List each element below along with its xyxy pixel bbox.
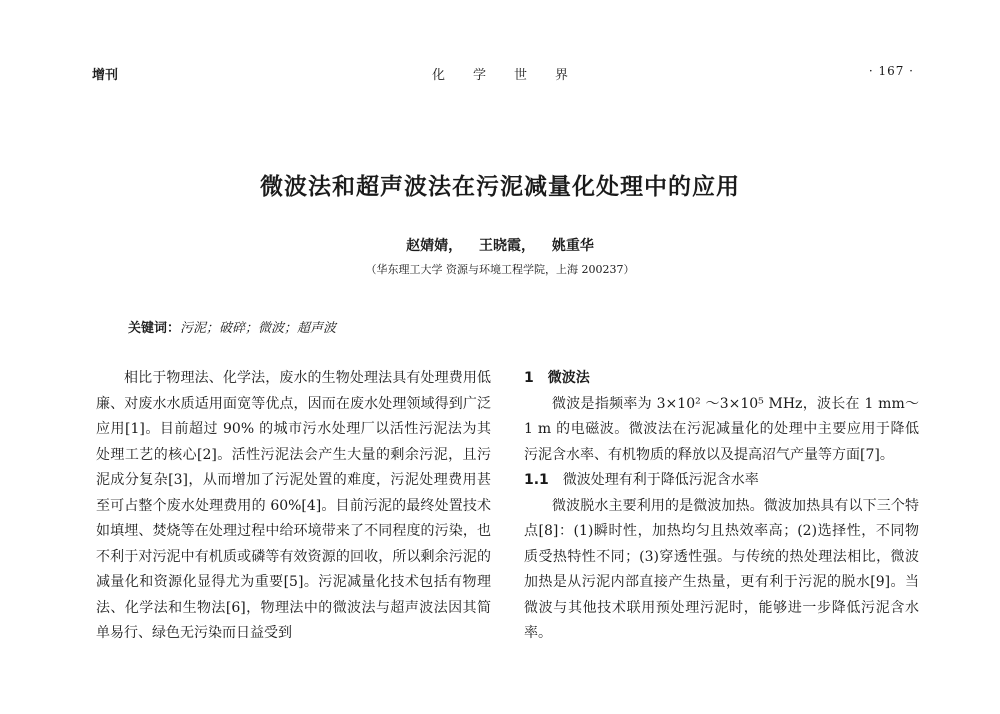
author-name: 王晓霞，	[479, 238, 535, 254]
header-page-number: · 167 ·	[868, 64, 914, 78]
section-heading	[524, 366, 919, 392]
keywords-line	[128, 317, 336, 336]
left-column	[96, 366, 491, 647]
section-title: 微波法	[547, 370, 590, 386]
subsection-title: 微波处理有利于降低污泥含水率	[562, 472, 759, 488]
header-journal-name: 化学世界	[431, 68, 596, 83]
section-paragraph: 微波是指频率为 3×10² ～3×10⁵ MHz，波长在 1 mm～1 m 的电磁波。微波法在污泥减量化的处理中主要应用于降低污泥含水率、有机物质的释放以及提高沼气产量等方面[7]。	[524, 395, 919, 463]
author-list	[0, 235, 1000, 255]
author-name: 姚重华	[551, 238, 594, 254]
section-number: 1	[524, 370, 534, 386]
header-issue-label: 增刊	[92, 68, 119, 83]
running-header	[0, 64, 1000, 84]
subsection-paragraph: 微波脱水主要利用的是微波加热。微波加热具有以下三个特点[8]：(1)瞬时性，加热均匀且热效率高；(2)选择性，不同物质受热特性不同；(3)穿透性强。与传统的热处理法相比，微波加热是从污泥内部直接产生热量，更有利于污泥的脱水[9]。当微波与其他技术联用预处理污泥时，能够进一步降低污泥含水率。	[524, 497, 919, 641]
author-name: 赵婧婧，	[406, 238, 463, 254]
keywords-values: 污泥；破碎；微波；超声波	[180, 321, 337, 336]
keywords-label: 关键词：	[128, 321, 181, 336]
article-title: 微波法和超声波法在污泥减量化处理中的应用	[260, 174, 740, 200]
author-affiliation: （华东理工大学 资源与环境工程学院，上海 200237）	[365, 263, 635, 276]
intro-paragraph: 相比于物理法、化学法，废水的生物处理法具有处理费用低廉、对废水水质适用面宽等优点，因而在废水处理领域得到广泛应用[1]。目前超过 90% 的城市污水处理厂以活性污泥法为其处理工艺的核心[2]。活性污泥法会产生大量的剩余污泥，且污泥成分复杂[3]，从而增加了污泥处置的难度，污泥处理费用甚至可占整个废水处理费用的 60%[4]。目前污泥的最终处置技术如填埋、焚烧等在处理过程中给环境带来了不同程度的污染，也不利于对污泥中有机质或磷等有效资源的回收，所以剩余污泥的减量化和资源化显得尤为重要[5]。污泥减量化技术包括有物理法、化学法和生物法[6]，物理法中的微波法与超声波法因其简单易行、绿色无污染而日益受到	[96, 370, 491, 641]
right-column	[524, 366, 919, 647]
subsection-heading	[524, 468, 919, 494]
subsection-number: 1.1	[524, 472, 549, 488]
